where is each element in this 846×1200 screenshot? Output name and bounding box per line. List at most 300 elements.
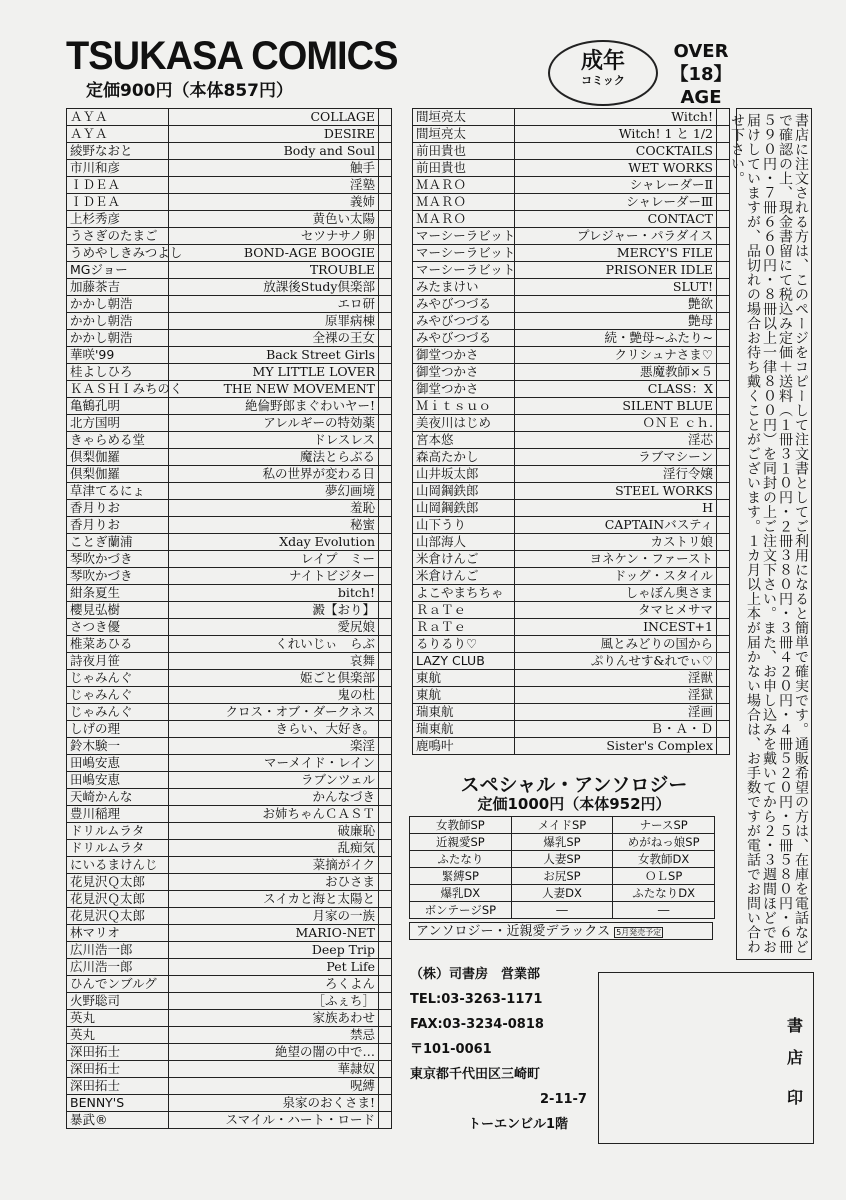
author-cell: ことぎ蘭浦 — [67, 534, 169, 551]
title-cell: Body and Soul — [169, 143, 379, 160]
title-cell: ラブマシーン — [515, 449, 717, 466]
title-cell: 愛尻娘 — [169, 619, 379, 636]
list-row — [67, 194, 392, 211]
stamp-char-3: 印 — [787, 1088, 804, 1107]
order-checkbox-cell — [717, 194, 730, 211]
order-checkbox-cell — [717, 313, 730, 330]
order-checkbox-cell — [379, 925, 392, 942]
title-cell: 楽淫 — [169, 738, 379, 755]
list-row — [67, 415, 392, 432]
author-cell: 市川和彦 — [67, 160, 169, 177]
order-checkbox-cell — [379, 636, 392, 653]
list-row — [67, 262, 392, 279]
title-cell: MERCY'S FILE — [515, 245, 717, 262]
author-cell: 倶梨伽羅 — [67, 466, 169, 483]
author-cell: マーシーラビット — [413, 245, 515, 262]
author-cell: ＲａＴｅ — [413, 619, 515, 636]
list-row — [67, 636, 392, 653]
list-row — [413, 126, 730, 143]
author-cell: みやびつづる — [413, 313, 515, 330]
author-cell: MGジョー — [67, 262, 169, 279]
order-checkbox-cell — [379, 1078, 392, 1095]
special-cell: ― — [511, 902, 613, 919]
title-cell: 触手 — [169, 160, 379, 177]
list-row — [67, 721, 392, 738]
title-cell: 呪縛 — [169, 1078, 379, 1095]
order-checkbox-cell — [717, 398, 730, 415]
order-checkbox-cell — [379, 381, 392, 398]
title-cell: Sister's Complex — [515, 738, 717, 755]
author-cell: 詩夜月笹 — [67, 653, 169, 670]
title-cell: しゃぼん奥さま — [515, 585, 717, 602]
title-cell: 淫塾 — [169, 177, 379, 194]
author-cell: 加藤茶吉 — [67, 279, 169, 296]
special-cell: 女教師SP — [410, 817, 512, 834]
list-row — [67, 908, 392, 925]
author-cell: よこやまちちゃ — [413, 585, 515, 602]
title-cell: 続・艶母~ふたり~ — [515, 330, 717, 347]
order-checkbox-cell — [379, 908, 392, 925]
title-cell: カストリ娘 — [515, 534, 717, 551]
author-cell: 瑞東航 — [413, 704, 515, 721]
title-list-right — [412, 108, 730, 755]
special-row — [410, 885, 715, 902]
publisher-fax: FAX:03-3234-0818 — [410, 1017, 544, 1032]
special-row — [410, 834, 715, 851]
order-checkbox-cell — [379, 976, 392, 993]
list-row — [413, 653, 730, 670]
title-cell: 淫獄 — [515, 687, 717, 704]
list-row — [413, 738, 730, 755]
title-cell: ぷりんせす&れでぃ♡ — [515, 653, 717, 670]
list-row — [67, 245, 392, 262]
list-row — [67, 466, 392, 483]
list-row — [67, 891, 392, 908]
list-row — [67, 925, 392, 942]
title-cell: 悪魔教師×５ — [515, 364, 717, 381]
special-row — [410, 817, 715, 834]
special-cell: ボンテージSP — [410, 902, 512, 919]
title-list-left — [66, 108, 392, 1129]
author-cell: マーシーラビット — [413, 262, 515, 279]
author-cell: ドリルムラタ — [67, 840, 169, 857]
order-checkbox-cell — [717, 177, 730, 194]
title-cell: ドッグ・スタイル — [515, 568, 717, 585]
title-cell: COCKTAILS — [515, 143, 717, 160]
title-cell: ラブンツェル — [169, 772, 379, 789]
price-label: 定価900円（本体857円） — [86, 81, 293, 101]
title-cell: 義姉 — [169, 194, 379, 211]
title-cell: 姫ごと倶楽部 — [169, 670, 379, 687]
order-checkbox-cell — [379, 942, 392, 959]
author-cell: 深田拓士 — [67, 1044, 169, 1061]
order-checkbox-cell — [379, 704, 392, 721]
badge-sub: コミック — [581, 74, 625, 87]
title-cell: 泉家のおくさま! — [169, 1095, 379, 1112]
list-row — [67, 619, 392, 636]
author-cell: 東航 — [413, 687, 515, 704]
order-checkbox-cell — [379, 687, 392, 704]
list-row — [67, 1095, 392, 1112]
author-cell: LAZY CLUB — [413, 653, 515, 670]
list-row — [67, 670, 392, 687]
title-cell: CAPTAINバスティ — [515, 517, 717, 534]
order-checkbox-cell — [379, 1044, 392, 1061]
special-cell: 爆乳DX — [410, 885, 512, 902]
title-cell: 羞恥 — [169, 500, 379, 517]
author-cell: 天崎かんな — [67, 789, 169, 806]
special-cell: 緊縛SP — [410, 868, 512, 885]
title-cell: レイプ ミー — [169, 551, 379, 568]
order-checkbox-cell — [379, 585, 392, 602]
list-row — [67, 976, 392, 993]
author-cell: 瑞東航 — [413, 721, 515, 738]
author-cell: 英丸 — [67, 1010, 169, 1027]
author-cell: ドリルムラタ — [67, 823, 169, 840]
author-cell: 椎菜あひる — [67, 636, 169, 653]
age-restriction — [668, 40, 734, 109]
list-row — [67, 704, 392, 721]
list-row — [67, 500, 392, 517]
title-cell: COLLAGE — [169, 109, 379, 126]
author-cell: かかし朝浩 — [67, 330, 169, 347]
list-row — [413, 313, 730, 330]
age-line-1: OVER — [673, 41, 729, 62]
special-anthology-grid — [409, 816, 715, 919]
order-checkbox-cell — [379, 432, 392, 449]
author-cell: かかし朝浩 — [67, 296, 169, 313]
author-cell: 北方国明 — [67, 415, 169, 432]
order-checkbox-cell — [379, 415, 392, 432]
title-cell: かんなづき — [169, 789, 379, 806]
author-cell: 森高たかし — [413, 449, 515, 466]
author-cell: にいるまけんじ — [67, 857, 169, 874]
list-row — [413, 143, 730, 160]
author-cell: みやびつづる — [413, 296, 515, 313]
author-cell: 英丸 — [67, 1027, 169, 1044]
author-cell: ＡＹＡ — [67, 109, 169, 126]
list-row — [67, 959, 392, 976]
title-cell: Witch! — [515, 109, 717, 126]
special-anthology-title: スペシャル・アンソロジー — [460, 774, 688, 796]
order-notice: 書店に注文される方は、このページをコピーして注文書としてご利用になると簡単で確実です。通販希望の方は、在庫を電話などで確認の上、現金書留にて税込み定価＋送料（１冊３１０円・２冊３８０円・３冊４２０円・４冊５２０円・５冊５８０円・６冊５９０円・７冊６６０円・８冊以上一律８００円）を同封の上ご注文下さい。また、お申し込みを戴いてから２・３週間ほどでお届けしていますが、品切れの場合お待ち戴くことがございます。１カ月以上本が届かない場合は、お手数ですが電話でお問い合わせ下さい。 — [736, 108, 812, 960]
publisher-address2: 2-11-7 — [540, 1092, 587, 1107]
list-row — [67, 126, 392, 143]
order-checkbox-cell — [717, 262, 730, 279]
list-row — [413, 347, 730, 364]
order-checkbox-cell — [717, 568, 730, 585]
special-cell: お尻SP — [511, 868, 613, 885]
author-cell: 香月りお — [67, 517, 169, 534]
title-cell: 乱痴気 — [169, 840, 379, 857]
title-cell: BOND-AGE BOOGIE — [169, 245, 379, 262]
author-cell: ＭＡＲＯ — [413, 194, 515, 211]
author-cell: さつき優 — [67, 619, 169, 636]
list-row — [67, 279, 392, 296]
order-checkbox-cell — [379, 109, 392, 126]
order-checkbox-cell — [379, 1095, 392, 1112]
author-cell: じゃみんぐ — [67, 670, 169, 687]
list-row — [413, 721, 730, 738]
order-checkbox-cell — [379, 806, 392, 823]
author-cell: 前田貴也 — [413, 160, 515, 177]
list-row — [67, 483, 392, 500]
special-cell: 近親愛SP — [410, 834, 512, 851]
author-cell: 広川浩一郎 — [67, 942, 169, 959]
special-cell: 爆乳SP — [511, 834, 613, 851]
list-row — [67, 1112, 392, 1129]
author-cell: 華咲'99 — [67, 347, 169, 364]
list-row — [413, 398, 730, 415]
list-row — [67, 585, 392, 602]
title-cell: 家族あわせ — [169, 1010, 379, 1027]
author-cell: ＲａＴｅ — [413, 602, 515, 619]
order-checkbox-cell — [379, 534, 392, 551]
title-cell: Back Street Girls — [169, 347, 379, 364]
author-cell: ＭＡＲＯ — [413, 177, 515, 194]
list-row — [67, 1061, 392, 1078]
author-cell: 深田拓士 — [67, 1061, 169, 1078]
list-row — [67, 772, 392, 789]
order-checkbox-cell — [717, 551, 730, 568]
order-checkbox-cell — [717, 687, 730, 704]
list-row — [413, 296, 730, 313]
list-row — [67, 806, 392, 823]
order-checkbox-cell — [717, 211, 730, 228]
order-checkbox-cell — [379, 517, 392, 534]
list-row — [413, 177, 730, 194]
title-cell: お姉ちゃんＣＡＳＴ — [169, 806, 379, 823]
title-cell: マーメイド・レイン — [169, 755, 379, 772]
order-checkbox-cell — [379, 568, 392, 585]
publisher-building: トーエンビル1階 — [468, 1117, 569, 1132]
title-cell: SILENT BLUE — [515, 398, 717, 415]
author-cell: 間垣亮太 — [413, 109, 515, 126]
author-cell: ＫＡＳＨＩみちのく — [67, 381, 169, 398]
list-row — [413, 262, 730, 279]
title-cell: ナイトビジター — [169, 568, 379, 585]
list-row — [67, 755, 392, 772]
title-cell: セツナサノ卵 — [169, 228, 379, 245]
list-row — [413, 483, 730, 500]
list-row — [413, 211, 730, 228]
order-checkbox-cell — [379, 551, 392, 568]
title-cell: Ｂ・Ａ・Ｄ — [515, 721, 717, 738]
list-row — [67, 160, 392, 177]
author-cell: 田嶋安恵 — [67, 755, 169, 772]
order-checkbox-cell — [717, 432, 730, 449]
order-checkbox-cell — [717, 143, 730, 160]
list-row — [413, 432, 730, 449]
title-cell: 風とみどりの国から — [515, 636, 717, 653]
order-checkbox-cell — [717, 636, 730, 653]
author-cell: 林マリオ — [67, 925, 169, 942]
list-row — [413, 500, 730, 517]
author-cell: 花見沢Ｑ太郎 — [67, 908, 169, 925]
author-cell: 御堂つかさ — [413, 347, 515, 364]
author-cell: 田嶋安恵 — [67, 772, 169, 789]
title-cell: THE NEW MOVEMENT — [169, 381, 379, 398]
order-checkbox-cell — [379, 126, 392, 143]
title-cell: 淫画 — [515, 704, 717, 721]
author-cell: 広川浩一郎 — [67, 959, 169, 976]
age-line-2: 【18】 — [670, 64, 732, 85]
order-checkbox-cell — [379, 143, 392, 160]
order-checkbox-cell — [717, 245, 730, 262]
title-cell: Pet Life — [169, 959, 379, 976]
title-cell: INCEST+1 — [515, 619, 717, 636]
author-cell: 暴武® — [67, 1112, 169, 1129]
special-cell: ナースSP — [613, 817, 715, 834]
badge-main: 成年 — [580, 49, 625, 74]
title-cell: 原罪病棟 — [169, 313, 379, 330]
order-checkbox-cell — [717, 126, 730, 143]
special-cell: 人妻SP — [511, 851, 613, 868]
title-cell: ［ふぇち］ — [169, 993, 379, 1010]
order-checkbox-cell — [717, 619, 730, 636]
list-row — [413, 449, 730, 466]
title-cell: 華隷奴 — [169, 1061, 379, 1078]
title-cell: 全裸の王女 — [169, 330, 379, 347]
order-checkbox-cell — [379, 959, 392, 976]
title-cell: 哀舞 — [169, 653, 379, 670]
list-row — [413, 245, 730, 262]
title-cell: 艶欲 — [515, 296, 717, 313]
list-row — [67, 942, 392, 959]
title-cell: 夢幻画境 — [169, 483, 379, 500]
list-row — [413, 670, 730, 687]
author-cell: 火野聡司 — [67, 993, 169, 1010]
adult-comic-badge — [548, 40, 658, 106]
title-cell: スイカと海と太陽と — [169, 891, 379, 908]
title-cell: 禁忌 — [169, 1027, 379, 1044]
title-cell: アレルギーの特効薬 — [169, 415, 379, 432]
special-cell: メイドSP — [511, 817, 613, 834]
title-cell: くれいじぃ らぶ — [169, 636, 379, 653]
list-row — [413, 194, 730, 211]
order-checkbox-cell — [379, 891, 392, 908]
title-cell: Deep Trip — [169, 942, 379, 959]
order-checkbox-cell — [717, 228, 730, 245]
order-checkbox-cell — [379, 653, 392, 670]
order-checkbox-cell — [379, 245, 392, 262]
list-row — [413, 602, 730, 619]
title-cell: 淫獣 — [515, 670, 717, 687]
anthology-deluxe-row — [409, 922, 713, 940]
order-checkbox-cell — [717, 670, 730, 687]
special-cell: ＯＬSP — [613, 868, 715, 885]
order-checkbox-cell — [717, 500, 730, 517]
author-cell: 間垣亮太 — [413, 126, 515, 143]
order-checkbox-cell — [379, 347, 392, 364]
list-row — [413, 534, 730, 551]
list-row — [67, 517, 392, 534]
title-cell: ＯＮＥ ｃｈ. — [515, 415, 717, 432]
author-cell: じゃみんぐ — [67, 687, 169, 704]
order-checkbox-cell — [379, 874, 392, 891]
special-cell: ふたなりDX — [613, 885, 715, 902]
title-cell: 私の世界が変わる日 — [169, 466, 379, 483]
title-cell: SLUT! — [515, 279, 717, 296]
list-row — [413, 517, 730, 534]
author-cell: 宮本悠 — [413, 432, 515, 449]
list-row — [67, 364, 392, 381]
special-cell: めがねっ娘SP — [613, 834, 715, 851]
title-cell: 絶望の闇の中で… — [169, 1044, 379, 1061]
list-row — [67, 211, 392, 228]
title-cell: ろくよん — [169, 976, 379, 993]
stamp-char-1: 書 — [787, 1016, 804, 1035]
order-checkbox-cell — [717, 534, 730, 551]
order-checkbox-cell — [379, 466, 392, 483]
order-checkbox-cell — [379, 177, 392, 194]
order-checkbox-cell — [379, 619, 392, 636]
author-cell: 香月りお — [67, 500, 169, 517]
title-cell: 鬼の杜 — [169, 687, 379, 704]
title-cell: CONTACT — [515, 211, 717, 228]
author-cell: 山井坂太郎 — [413, 466, 515, 483]
order-checkbox-cell — [379, 1027, 392, 1044]
order-checkbox-cell — [379, 1112, 392, 1129]
list-row — [67, 551, 392, 568]
list-row — [67, 296, 392, 313]
author-cell: 御堂つかさ — [413, 381, 515, 398]
title-cell: 絶倫野郎まぐわいヤー! — [169, 398, 379, 415]
title-cell: H — [515, 500, 717, 517]
anthology-title: アンソロジー・近親愛デラックス — [416, 924, 611, 939]
brand-title: TSUKASA COMICS — [66, 34, 398, 78]
list-row — [67, 874, 392, 891]
author-cell: ひんでンブルグ — [67, 976, 169, 993]
author-cell: 琴吹かづき — [67, 551, 169, 568]
order-checkbox-cell — [717, 721, 730, 738]
order-checkbox-cell — [717, 279, 730, 296]
order-checkbox-cell — [717, 109, 730, 126]
title-cell: 澱【おり】 — [169, 602, 379, 619]
title-cell: 放課後Study倶楽部 — [169, 279, 379, 296]
list-row — [67, 857, 392, 874]
title-cell: クロス・オブ・ダークネス — [169, 704, 379, 721]
order-checkbox-cell — [379, 602, 392, 619]
list-row — [67, 381, 392, 398]
publisher-address: 東京都千代田区三崎町 — [410, 1067, 541, 1082]
list-row — [67, 653, 392, 670]
author-cell: かかし朝浩 — [67, 313, 169, 330]
list-row — [413, 364, 730, 381]
list-row — [413, 568, 730, 585]
list-row — [67, 602, 392, 619]
order-checkbox-cell — [379, 738, 392, 755]
order-checkbox-cell — [379, 483, 392, 500]
list-row — [67, 177, 392, 194]
author-cell: 米倉けんご — [413, 551, 515, 568]
author-cell: みたまけい — [413, 279, 515, 296]
author-cell: BENNY'S — [67, 1095, 169, 1112]
order-checkbox-cell — [379, 330, 392, 347]
order-checkbox-cell — [379, 449, 392, 466]
title-cell: 破廉恥 — [169, 823, 379, 840]
list-row — [413, 330, 730, 347]
publisher-name: （株）司書房 営業部 — [410, 967, 541, 982]
author-cell: 琴吹かづき — [67, 568, 169, 585]
title-cell: タマヒメサマ — [515, 602, 717, 619]
title-cell: CLASS：X — [515, 381, 717, 398]
author-cell: 桂よしひろ — [67, 364, 169, 381]
list-row — [413, 415, 730, 432]
order-checkbox-cell — [717, 330, 730, 347]
list-row — [67, 534, 392, 551]
list-row — [67, 313, 392, 330]
